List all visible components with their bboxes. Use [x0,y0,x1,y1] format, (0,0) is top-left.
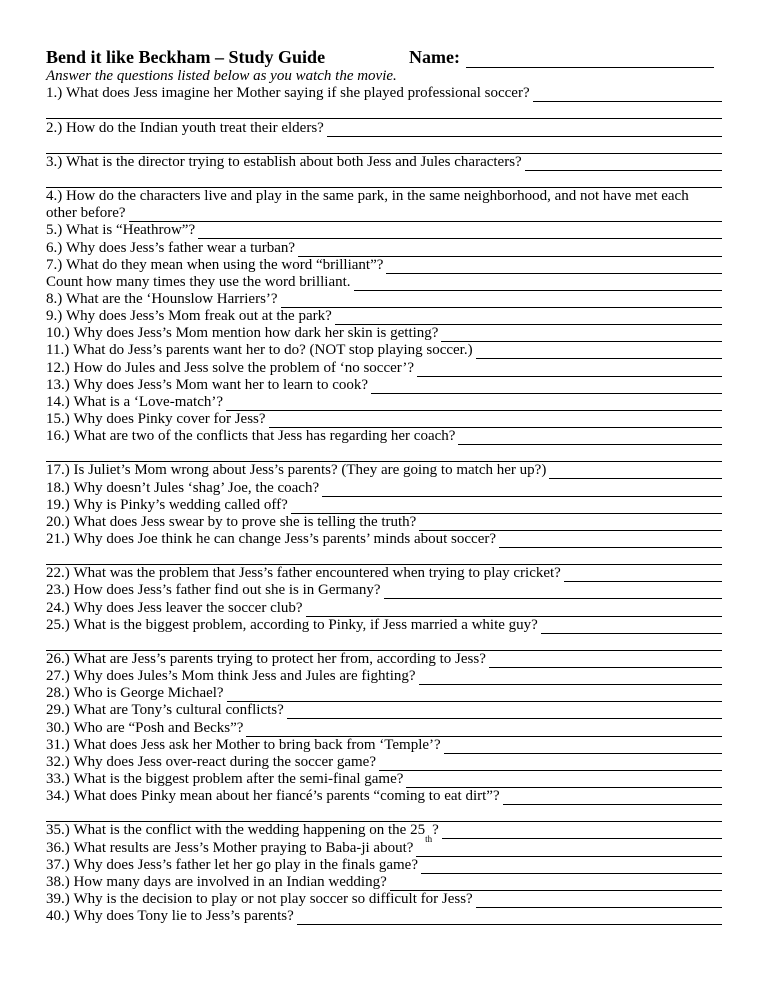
answer-line[interactable] [379,757,722,771]
question-text: Why does Jess’s father let her go play in the finals game? [73,856,418,873]
question-20 [46,514,722,531]
blank-answer-row [46,102,722,119]
question-text: Why does Tony lie to Jess’s parents? [73,908,294,925]
answer-line[interactable] [458,431,722,445]
question-text: What is the director trying to establish about both Jess and Jules characters? [66,153,522,170]
answer-line[interactable] [291,500,722,514]
question-text: What are Jess’s parents trying to protect her from, according to Jess? [73,650,486,667]
question-3 [46,154,722,171]
answer-line[interactable] [46,637,722,651]
question-number: 17.) [46,462,70,479]
answer-line[interactable] [503,791,722,805]
question-text: Who is George Michael? [73,685,224,702]
question-28 [46,685,722,702]
question-14 [46,394,722,411]
question-number: 33.) [46,770,70,787]
question-text: What was the problem that Jess’s father encountered when trying to play cricket? [73,565,561,582]
question-7-continued [46,274,722,291]
question-number: 13.) [46,376,70,393]
question-number: 10.) [46,325,70,342]
question-text: What are the ‘Hounslow Harriers’? [66,291,278,308]
answer-line[interactable] [489,654,722,668]
question-text: Why does Jess’s Mom freak out at the park? [66,308,332,325]
answer-line[interactable] [533,88,722,102]
answer-line[interactable] [541,620,722,634]
question-text: How do Jules and Jess solve the problem of ‘no soccer’? [73,359,414,376]
question-text: What are Tony’s cultural conflicts? [73,702,284,719]
question-39 [46,891,722,908]
question-text: Why does Jess over-react during the soccer game? [73,753,376,770]
answer-line[interactable] [442,825,722,839]
question-text: What is a ‘Love-match’? [73,393,224,410]
answer-line[interactable] [46,551,722,565]
question-number: 6.) [46,239,63,256]
question-number: 7.) [46,256,63,273]
answer-line[interactable] [198,225,722,239]
question-number: 20.) [46,513,70,530]
answer-line[interactable] [46,140,722,154]
question-text: What is “Heathrow”? [66,222,196,239]
study-guide [46,46,722,925]
question-number: 23.) [46,582,70,599]
blank-answer-row [46,137,722,154]
question-18 [46,479,722,496]
answer-line[interactable] [269,414,722,428]
question-5 [46,222,722,239]
question-text: How many days are involved in an Indian wedding? [73,873,387,890]
question-2 [46,119,722,136]
question-36 [46,839,722,856]
question-text: Why doesn’t Jules ‘shag’ Joe, the coach? [73,479,320,496]
question-31 [46,737,722,754]
question-number: 22.) [46,565,70,582]
answer-line[interactable] [406,774,722,788]
question-number: 3.) [46,153,63,170]
question-16 [46,428,722,445]
question-number: 9.) [46,308,63,325]
answer-line[interactable] [287,705,722,719]
question-13 [46,377,722,394]
blank-answer-row [46,634,722,651]
question-text: Is Juliet’s Mom wrong about Jess’s parents? (They are going to match her up?) [73,462,547,479]
question-11 [46,342,722,359]
question-text: What does Jess imagine her Mother saying if she played professional soccer? [66,85,530,102]
question-34 [46,788,722,805]
question-text: Why is the decision to play or not play soccer so difficult for Jess? [73,890,473,907]
question-number: 16.) [46,428,70,445]
answer-line[interactable] [441,328,722,342]
question-26 [46,651,722,668]
question-29 [46,702,722,719]
question-number: 31.) [46,736,70,753]
answer-line[interactable] [322,483,722,497]
question-number: 1.) [46,85,63,102]
answer-line[interactable] [46,448,722,462]
answer-line[interactable] [419,671,722,685]
question-text: Why does Jess’s father wear a turban? [66,239,296,256]
question-text: What is the conflict with the wedding happening on the 25 [73,822,426,839]
answer-line[interactable] [371,380,722,394]
blank-answer-row [46,805,722,822]
question-text: Why does Jess’s Mom mention how dark her skin is getting? [73,325,439,342]
question-23 [46,582,722,599]
question-number: 19.) [46,496,70,513]
question-number: 18.) [46,479,70,496]
question-text: How does Jess’s father find out she is in Germany? [73,582,381,599]
answer-line[interactable] [306,603,722,617]
question-4-continued [46,205,722,222]
question-text: Why does Joe think he can change Jess’s parents’ minds about soccer? [73,530,497,547]
question-number: 28.) [46,685,70,702]
question-19 [46,497,722,514]
question-number: 24.) [46,599,70,616]
question-32 [46,754,722,771]
question-text: What do they mean when using the word “brilliant”? [66,256,384,273]
question-number: 11.) [46,342,70,359]
question-40 [46,908,722,925]
question-number: 26.) [46,650,70,667]
answer-line[interactable] [354,277,722,291]
question-text: How do the Indian youth treat their elders? [66,119,324,136]
question-24 [46,599,722,616]
question-number: 5.) [46,222,63,239]
question-number: 25.) [46,616,70,633]
answer-line[interactable] [46,174,722,188]
question-7 [46,257,722,274]
question-list [46,85,722,925]
answer-line[interactable] [444,740,722,754]
answer-line[interactable] [386,260,722,274]
answer-line[interactable] [129,208,722,222]
answer-line[interactable] [416,843,722,857]
question-number: 27.) [46,668,70,685]
question-number: 32.) [46,753,70,770]
question-4 [46,188,722,205]
question-35: 35.) What is the conflict with the wedding happening on the 25 th ? [46,822,722,839]
answer-line[interactable] [335,311,722,325]
question-number: 35.) [46,822,70,839]
answer-line[interactable] [549,465,722,479]
question-text: Why does Pinky cover for Jess? [73,411,266,427]
question-9 [46,308,722,325]
answer-line[interactable] [476,894,722,908]
answer-line[interactable] [227,688,722,702]
question-33 [46,771,722,788]
question-22 [46,565,722,582]
answer-line[interactable] [46,808,722,822]
answer-line[interactable] [525,157,722,171]
question-text-continued: Count how many times they use the word brilliant. [46,273,351,290]
question-number: 39.) [46,890,70,907]
question-number: 37.) [46,856,70,873]
question-text: What does Jess swear by to prove she is telling the truth? [73,513,417,530]
question-number: 34.) [46,788,70,805]
question-number: 2.) [46,119,63,136]
question-17 [46,462,722,479]
question-text: What results are Jess’s Mother praying to Baba-ji about? [73,839,414,856]
answer-line[interactable] [476,345,722,359]
question-text: What does Jess ask her Mother to bring back from ‘Temple’? [73,736,441,753]
question-number: 36.) [46,839,70,856]
answer-line[interactable] [499,534,722,548]
question-text: Why does Jess leaver the soccer club? [73,599,303,616]
answer-line[interactable] [298,243,722,257]
blank-answer-row [46,445,722,462]
answer-line[interactable] [564,568,722,582]
question-text: Why is Pinky’s wedding called off? [73,496,288,513]
question-15 [46,411,722,428]
question-25 [46,617,722,634]
question-number: 21.) [46,530,70,547]
instructions: Answer the questions listed below as you watch the movie. [46,68,397,84]
question-text-end: ? [432,822,439,839]
question-text-continued: other before? [46,205,126,222]
question-12 [46,359,722,376]
question-text: Who are “Posh and Becks”? [73,719,244,736]
question-number: 29.) [46,702,70,719]
answer-line[interactable] [390,877,722,891]
question-27 [46,668,722,685]
question-text: Why does Jules’s Mom think Jess and Jules are fighting? [73,668,416,685]
question-1 [46,85,722,102]
answer-line[interactable] [46,105,722,119]
answer-line[interactable] [297,911,722,925]
question-number: 8.) [46,291,63,308]
answer-line[interactable] [419,517,722,531]
blank-answer-row [46,171,722,188]
question-text: What does Pinky mean about her fiancé’s parents “coming to eat dirt”? [73,788,500,805]
answer-line[interactable] [417,363,722,377]
blank-answer-row [46,548,722,565]
answer-line[interactable] [226,397,722,411]
header [46,46,722,68]
question-number: 38.) [46,873,70,890]
question-10 [46,325,722,342]
question-number: 40.) [46,908,70,925]
answer-line[interactable] [384,585,722,599]
answer-line[interactable] [421,860,722,874]
question-38 [46,874,722,891]
question-8 [46,291,722,308]
question-number: 12.) [46,359,70,376]
name-input-line[interactable] [466,49,714,68]
question-text: What do Jess’s parents want her to do? (NOT stop playing soccer.) [72,342,473,359]
question-text: Why does Jess’s Mom want her to learn to cook? [73,376,369,393]
name-label: Name: [409,47,460,67]
question-number: 14.) [46,393,70,410]
page-title: Bend it like Beckham – Study Guide [46,47,326,67]
question-number: 4.) [46,188,63,205]
question-text: What are two of the conflicts that Jess has regarding her coach? [73,428,456,445]
question-30 [46,719,722,736]
question-37 [46,857,722,874]
question-number: 15.) [46,411,70,427]
answer-line[interactable] [281,294,722,308]
question-text: How do the characters live and play in the same park, in the same neighborhood, and not have met each [66,188,689,205]
question-6 [46,239,722,256]
answer-line[interactable] [327,123,722,137]
answer-line[interactable] [246,723,722,737]
question-number: 30.) [46,719,70,736]
question-text: What is the biggest problem after the semi-final game? [73,770,404,787]
question-21 [46,531,722,548]
question-text: What is the biggest problem, according to Pinky, if Jess married a white guy? [73,616,538,633]
